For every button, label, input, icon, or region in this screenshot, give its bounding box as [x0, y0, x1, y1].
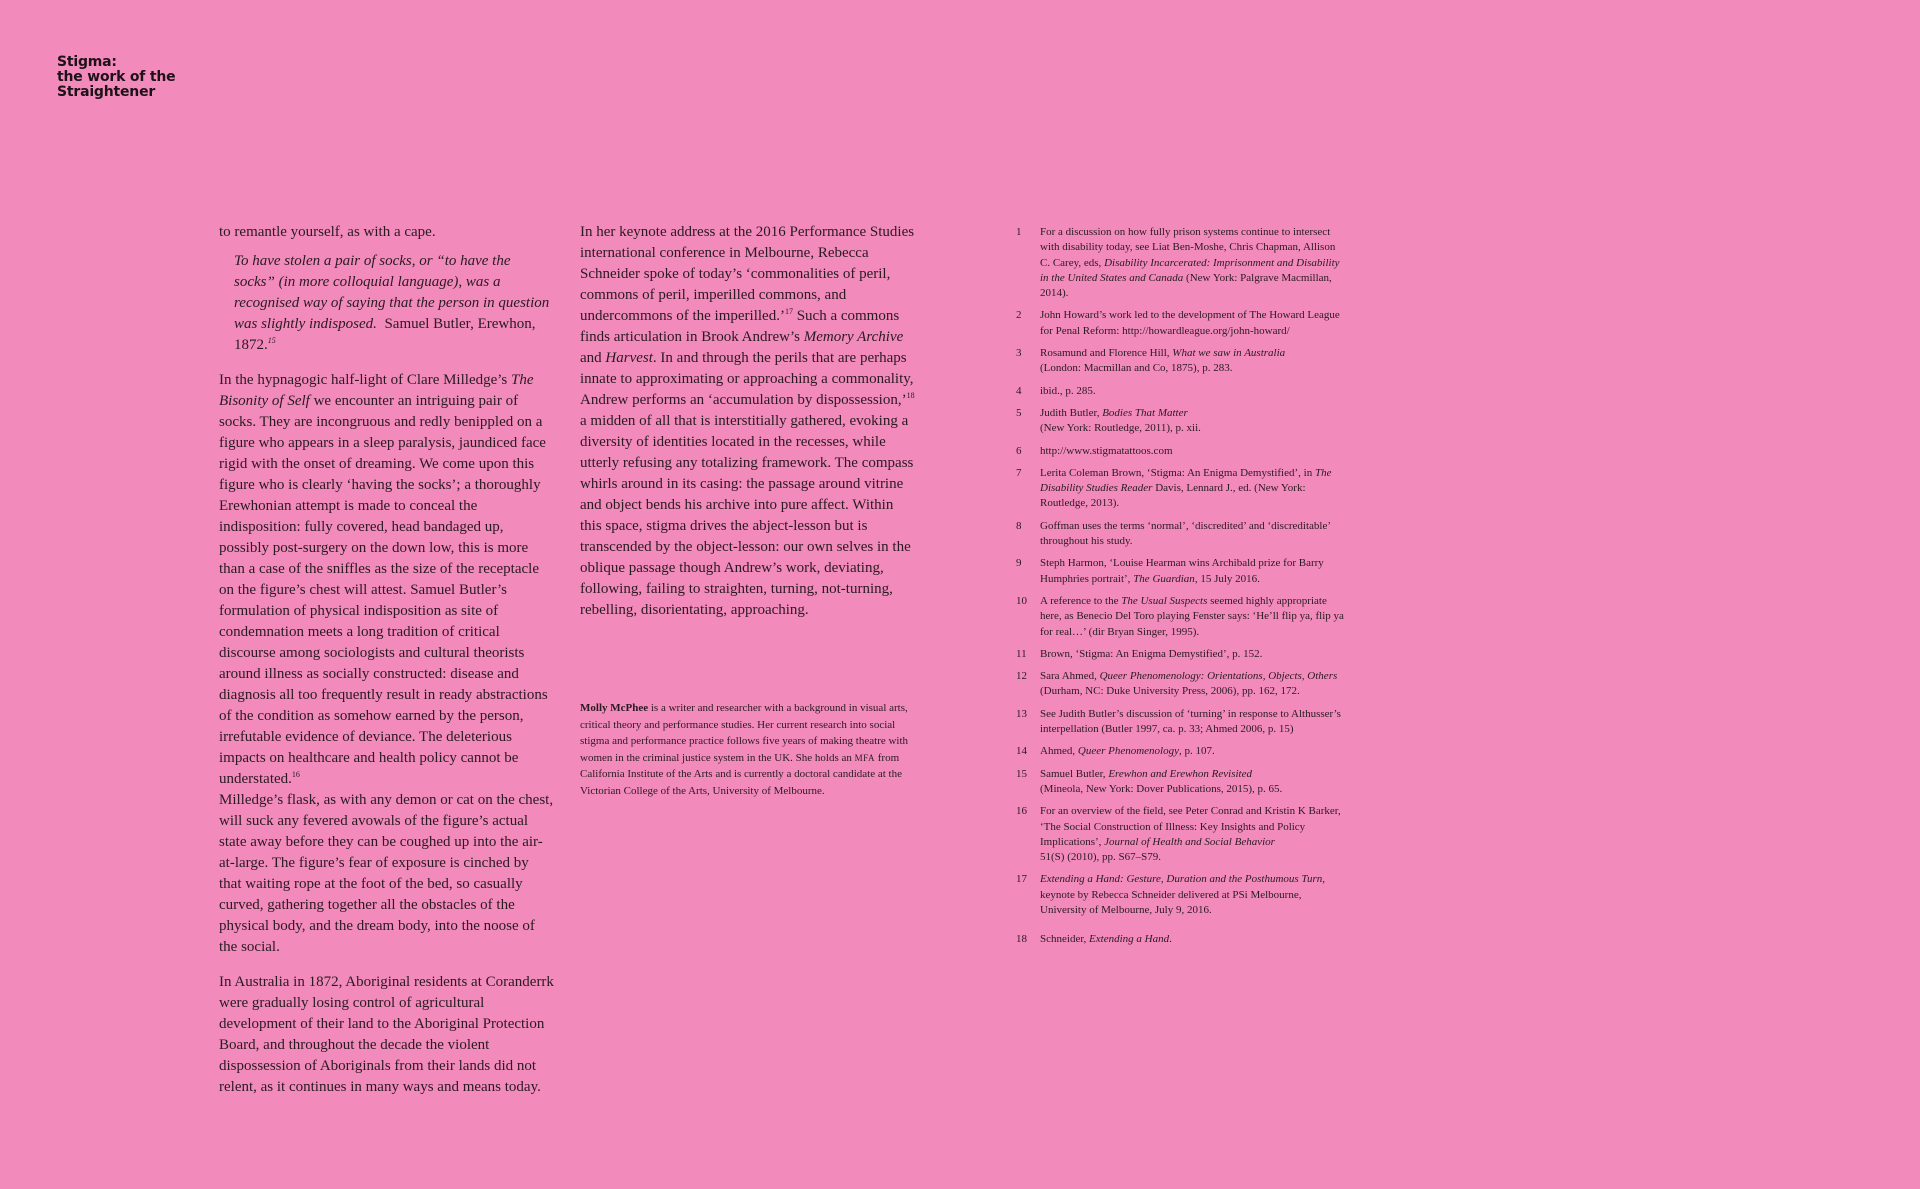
- footnote-text: For a discussion on how fully prison systems continue to intersect with disability today, see Liat Ben-Moshe, Chris Chapman, Allison C. Carey, eds, Disability Incarcerated: Imprisonment and Disability in the United States and Canada (New York: Palgrave Macmillan, 2014).: [1040, 226, 1340, 300]
- body-paragraph: [580, 222, 915, 621]
- footnote-number: 18: [1016, 933, 1027, 946]
- footnote-text: Lerita Coleman Brown, ‘Stigma: An Enigma Demystified’, in The Disability Studies Reader Davis, Lennard J., ed. (New York: Routledge, 2013).: [1040, 466, 1332, 510]
- footnote-item: [1016, 872, 1346, 918]
- footnote-item: [1016, 225, 1346, 301]
- footnote-number: 3: [1016, 347, 1022, 360]
- footnote-number: 15: [1016, 767, 1027, 780]
- opening-line: to remantle yourself, as with a cape.: [219, 224, 436, 240]
- footnote-number: 1: [1016, 226, 1022, 238]
- footnotes-list: [1016, 225, 1346, 955]
- artwork-title: Memory Archive: [803, 329, 904, 345]
- footnote-text: Rosamund and Florence Hill, What we saw in Australia (London: Macmillan and Co, 1875), p. 283.: [1040, 347, 1286, 375]
- footnote-number: 12: [1016, 670, 1027, 683]
- text-run: In the hypnagogic half-light of Clare Milledge’s: [219, 372, 512, 388]
- footnote-item: [1016, 466, 1346, 512]
- footnote-number: 5: [1016, 406, 1022, 419]
- footnote-number: 17: [1016, 873, 1027, 886]
- title-line: the work of the: [57, 69, 176, 85]
- footnote-item: [1016, 707, 1346, 738]
- footnote-text: See Judith Butler’s discussion of ‘turning’ in response to Althusser’s interpellation (Butler 1997, ca. p. 33; Ahmed 2006, p. 15): [1040, 707, 1341, 736]
- footnote-number: 6: [1016, 444, 1022, 457]
- footnote-number: 10: [1016, 594, 1027, 607]
- footnote-ref: 17: [784, 307, 793, 316]
- footnote-number: 4: [1016, 384, 1022, 397]
- footnote-ref: 16: [291, 770, 300, 779]
- footnote-number: 9: [1016, 557, 1022, 570]
- footnote-item: [1016, 308, 1346, 339]
- footnote-text: Schneider, Extending a Hand.: [1040, 933, 1172, 946]
- body-paragraph: [219, 370, 554, 958]
- footnote-text: Samuel Butler, Erewhon and Erewhon Revisited (Mineola, New York: Dover Publications, 2015), p. 65.: [1040, 767, 1283, 795]
- footnote-text: http://www.stigmatattoos.com: [1040, 444, 1173, 457]
- footnote-number: 11: [1016, 647, 1027, 660]
- artwork-title: Harvest: [605, 350, 653, 366]
- epigraph-quote: [234, 251, 554, 356]
- quote-text: To have stolen a pair of socks, or “to have the socks” (in more colloquial language), was a recognised way of saying that the person in question was slightly indisposed.: [234, 253, 550, 332]
- footnote-item: [1016, 932, 1346, 947]
- footnote-text: Judith Butler, Bodies That Matter (New York: Routledge, 2011), p. xii.: [1040, 406, 1201, 435]
- footnote-text: Sara Ahmed, Queer Phenomenology: Orientations, Objects, Others (Durham, NC: Duke University Press, 2006), pp. 162, 172.: [1040, 670, 1338, 698]
- text-run: and: [580, 350, 606, 366]
- footnote-number: 2: [1016, 309, 1022, 322]
- footnote-text: For an overview of the field, see Peter Conrad and Kristin K Barker, ‘The Social Construction of Illness: Key Insights and Policy Implications’, Journal of Health and Social Behavior 51(S) (2010), pp. S67–S79.: [1040, 805, 1341, 864]
- footnote-item: [1016, 647, 1346, 662]
- footnote-number: 16: [1016, 805, 1027, 818]
- footnote-item: [1016, 767, 1346, 798]
- title-line: Straightener: [57, 84, 156, 100]
- page-title: [57, 55, 175, 100]
- text-run: Milledge’s flask, as with any demon or cat on the chest, will suck any fevered avowals of the figure’s actual state away before they can be coughed up into the air-at-large. The figure’s fear of exposure is cinched by that waiting rope at the foot of the bed, so casually curved, gathering together all the obstacles of the physical body, and the dream body, into the noose of the social.: [219, 792, 554, 955]
- footnote-number: 8: [1016, 519, 1022, 532]
- text-run: is a writer and researcher with a background in visual arts, critical theory and performance studies. Her current research into social stigma and performance practice follows five years of making theatre with women in the criminal justice system in the UK. She holds an: [580, 702, 909, 764]
- essay-column-left: [219, 222, 554, 1112]
- text-run: In her keynote address at the 2016 Performance Studies international conference in Melbourne, Rebecca Schneider spoke of today’s ‘commonalities of peril, commons of peril, imperilled commons, and undercommons of the imperilled.’: [580, 224, 915, 324]
- footnote-text: John Howard’s work led to the development of The Howard League for Penal Reform: http://howardleague.org/john-howard/: [1040, 309, 1340, 337]
- footnote-number: 14: [1016, 745, 1027, 758]
- footnote-item: [1016, 406, 1346, 437]
- footnote-text: ibid., p. 285.: [1040, 384, 1096, 397]
- footnote-item: [1016, 556, 1346, 587]
- footnote-item: [1016, 444, 1346, 459]
- text-run: MFA: [854, 752, 875, 763]
- artwork-title: The Bisonity of Self: [219, 372, 534, 409]
- text-run: Such a commons finds articulation in Brook Andrew’s: [580, 308, 900, 345]
- footnote-ref: 15: [267, 336, 276, 345]
- footnote-item: [1016, 594, 1346, 640]
- text-run: we encounter an intriguing pair of socks. They are incongruous and redly benippled on a figure who appears in a sleep paralysis, jaundiced face rigid with the onset of dreaming. We come upon this figure who is clearly ‘having the socks’; a thoroughly Erewhonian attempt is made to conceal the indisposition: fully covered, head bandaged up, possibly post-surgery on the down low, this is more than a case of the sniffles as the size of the receptacle on the figure’s chest will attest. Samuel Butler’s formulation of physical indisposition as site of condemnation meets a long tradition of critical discourse among sociologists and cultural theorists around illness as socially constructed: disease and diagnosis all too frequently result in ready abstractions of the condition as somehow earned by the person, irrefutable evidence of deviance. The deleterious impacts on healthcare and health policy cannot be understated.: [219, 393, 548, 787]
- author-name: Molly McPhee: [580, 702, 649, 714]
- footnote-number: 13: [1016, 707, 1027, 720]
- footnote-text: Extending a Hand: Gesture, Duration and the Posthumous Turn, keynote by Rebecca Schneider delivered at PSi Melbourne, University of Melbourne, July 9, 2016.: [1040, 873, 1325, 916]
- footnote-item: [1016, 669, 1346, 700]
- footnote-item: [1016, 804, 1346, 865]
- footnote-ref: 18: [906, 391, 915, 400]
- essay-column-middle: [580, 222, 915, 621]
- quote-attribution: Samuel Butler, Erewhon, 1872.: [234, 316, 536, 353]
- footnote-text: Goffman uses the terms ‘normal’, ‘discredited’ and ‘discreditable’ throughout his study.: [1040, 519, 1331, 548]
- body-paragraph: In Australia in 1872, Aboriginal residents at Coranderrk were gradually losing control of agricultural development of their land to the Aboriginal Protection Board, and throughout the decade the violent dispossession of Aboriginals from their lands did not relent, as it continues in many ways and means today.: [219, 974, 554, 1095]
- footnote-number: 7: [1016, 466, 1022, 479]
- footnote-text: Steph Harmon, ‘Louise Hearman wins Archibald prize for Barry Humphries portrait’, The Guardian, 15 July 2016.: [1040, 557, 1324, 585]
- text-run: . In and through the perils that are perhaps innate to approximating or approaching a commonality, Andrew performs an ‘accumulation by dispossession,’: [580, 350, 914, 408]
- footnote-item: [1016, 384, 1346, 399]
- author-bio: [580, 700, 915, 799]
- footnote-text: Brown, ‘Stigma: An Enigma Demystified’, p. 152.: [1040, 647, 1263, 660]
- text-run: a midden of all that is interstitially gathered, evoking a diversity of identities located in the recesses, while utterly refusing any totalizing framework. The compass whirls around in its casing: the passage around vitrine and object bends his archive into pure affect. Within this space, stigma drives the abject-lesson but is transcended by the object-lesson: our own selves in the oblique passage though Andrew’s work, deviating, following, failing to straighten, turning, not-turning, rebelling, disorientating, approaching.: [580, 413, 914, 618]
- footnote-item: [1016, 346, 1346, 377]
- text-run: from California Institute of the Arts and is currently a doctoral candidate at the Victorian College of the Arts, University of Melbourne.: [580, 751, 902, 797]
- title-line: Stigma:: [57, 54, 117, 70]
- footnote-item: [1016, 519, 1346, 550]
- footnote-item: [1016, 744, 1346, 759]
- footnote-text: Ahmed, Queer Phenomenology, p. 107.: [1040, 745, 1215, 758]
- footnote-text: A reference to the The Usual Suspects seemed highly appropriate here, as Benecio Del Toro playing Fenster says: ‘He’ll flip ya, flip ya for real…’ (dir Bryan Singer, 1995).: [1040, 594, 1344, 638]
